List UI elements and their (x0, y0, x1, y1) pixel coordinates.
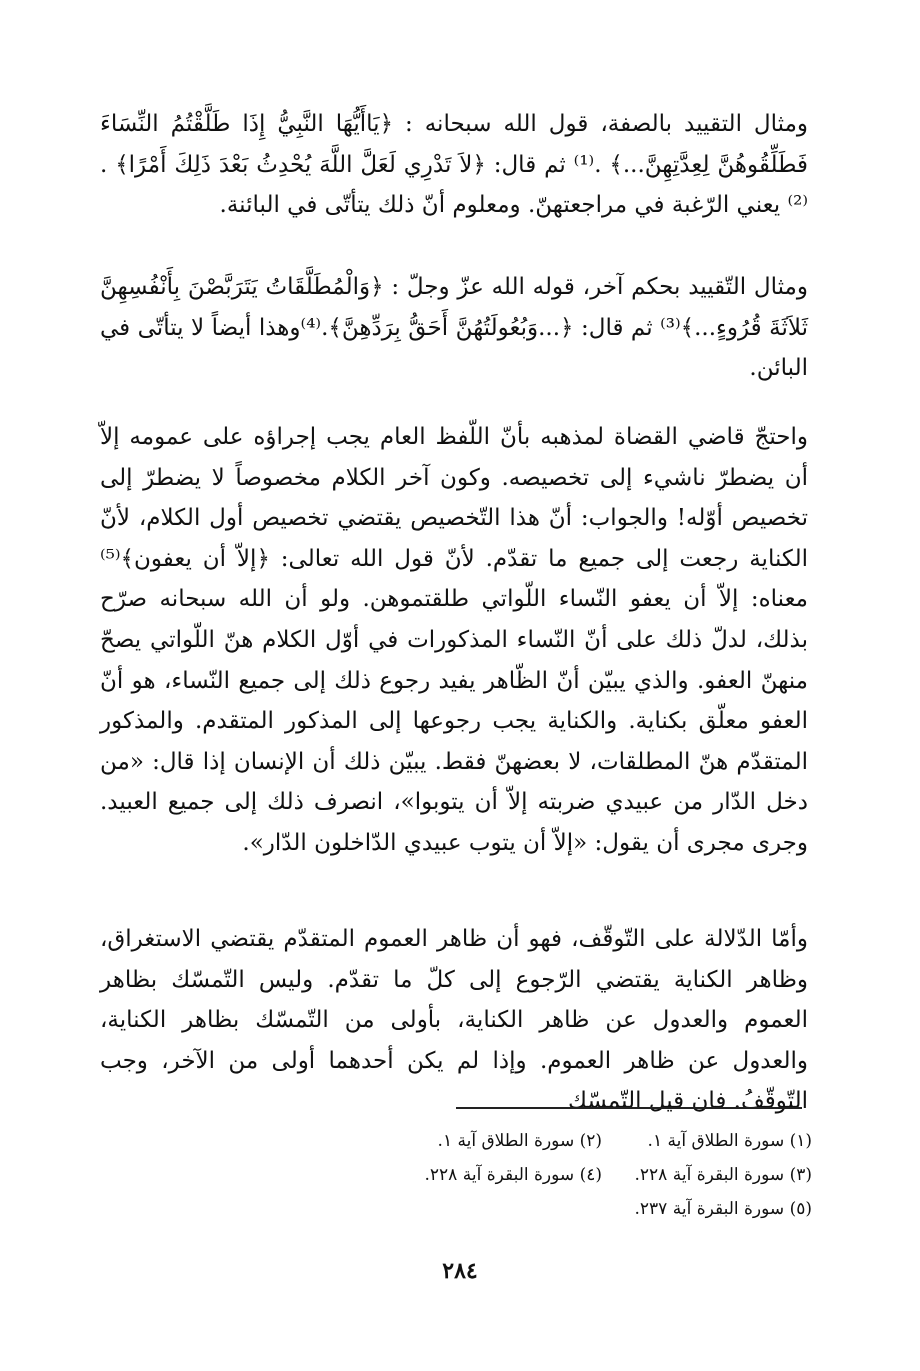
footnote-row (330, 1158, 812, 1192)
footnotes (330, 1124, 812, 1226)
footnote-separator (456, 1107, 802, 1109)
page-number: ٢٨٤ (442, 1258, 478, 1284)
paragraph-2: ومثال التّقييد بحكم آخر، قوله الله عزّ وجلّ : ﴿وَالْمُطَلَّقَاتُ يَتَرَبَّصْنَ بِأَنْفُسِهِنَّ ثَلاَثَةَ قُرُوءٍ...﴾⁽³⁾ ثم قال: ﴿...وَبُعُولَتُهُنَّ أَحَقُّ بِرَدِّهِنَّ﴾.⁽⁴⁾وهذا أيضاً لا يتأتّى في البائن. (100, 274, 808, 382)
footnote-5: (٥) سورة البقرة آية ٢٣٧. (634, 1199, 812, 1219)
footnote-2: (٢) سورة الطلاق آية ١. (437, 1131, 602, 1151)
footnote-4: (٤) سورة البقرة آية ٢٢٨. (424, 1165, 602, 1185)
footnote-1: (١) سورة الطلاق آية ١. (647, 1131, 812, 1151)
footnote-row (330, 1124, 812, 1158)
paragraph-3: واحتجّ قاضي القضاة لمذهبه بأنّ اللّفظ العام يجب إجراؤه على عمومه إلاّ أن يضطرّ ناشيء إلى تخصيصه. وكون آخر الكلام مخصوصاً لا يضطرّ إلى تخصيص أوّله! والجواب: أنّ هذا التّخصيص يقتضي تخصيص أول الكلام، لأنّ الكناية رجعت إلى جميع ما تقدّم. لأنّ قول الله تعالى: ﴿إلاّ أن يعفون﴾⁽⁵⁾ معناه: إلاّ أن يعفو النّساء اللّواتي طلقتموهن. ولو أن الله سبحانه صرّح بذلك، لدلّ ذلك على أنّ النّساء المذكورات في أوّل الكلام هنّ اللّواتي يصحّ منهنّ العفو. والذي يبيّن أنّ الظّاهر يفيد رجوع ذلك إلى جميع النّساء، هو أنّ العفو معلّق بكناية. والكناية يجب رجوعها إلى المذكور المتقدم. والمذكور المتقدّم هنّ المطلقات، لا بعضهنّ فقط. يبيّن ذلك أن الإنسان إذا قال: «من دخل الدّار من عبيدي ضربته إلاّ أن يتوبوا»، انصرف ذلك إلى جميع العبيد. وجرى مجرى أن يقول: «إلاّ أن يتوب عبيدي الدّاخلون الدّار». (100, 424, 808, 856)
paragraph-1: ومثال التقييد بالصفة، قول الله سبحانه : ﴿يَاأَيُّهَا النَّبِيُّ إِذَا طَلَّقْتُمُ النِّسَاءَ فَطَلِّقُوهُنَّ لِعِدَّتِهِنَّ...﴾ .⁽¹⁾ ثم قال: ﴿لاَ تَدْرِي لَعَلَّ اللَّهَ يُحْدِثُ بَعْدَ ذَلِكَ أَمْرًا﴾ .⁽²⁾ يعني الرّغبة في مراجعتهنّ. ومعلوم أنّ ذلك يتأتّى في البائنة. (100, 111, 808, 219)
footnote-3: (٣) سورة البقرة آية ٢٢٨. (634, 1165, 812, 1185)
paragraph-4: وأمّا الدّلالة على التّوقّف، فهو أن ظاهر العموم المتقدّم يقتضي الاستغراق، وظاهر الكناية يقتضي الرّجوع إلى كلّ ما تقدّم. وليس التّمسّك بظاهر العموم والعدول عن ظاهر الكناية، بأولى من التّمسّك بظاهر الكناية، والعدول عن ظاهر العموم. وإذا لم يكن أحدهما أولى من الآخر، وجب التّوقّفُ. فان قيل التّمسّك (100, 926, 808, 1115)
footnote-row (330, 1192, 812, 1226)
